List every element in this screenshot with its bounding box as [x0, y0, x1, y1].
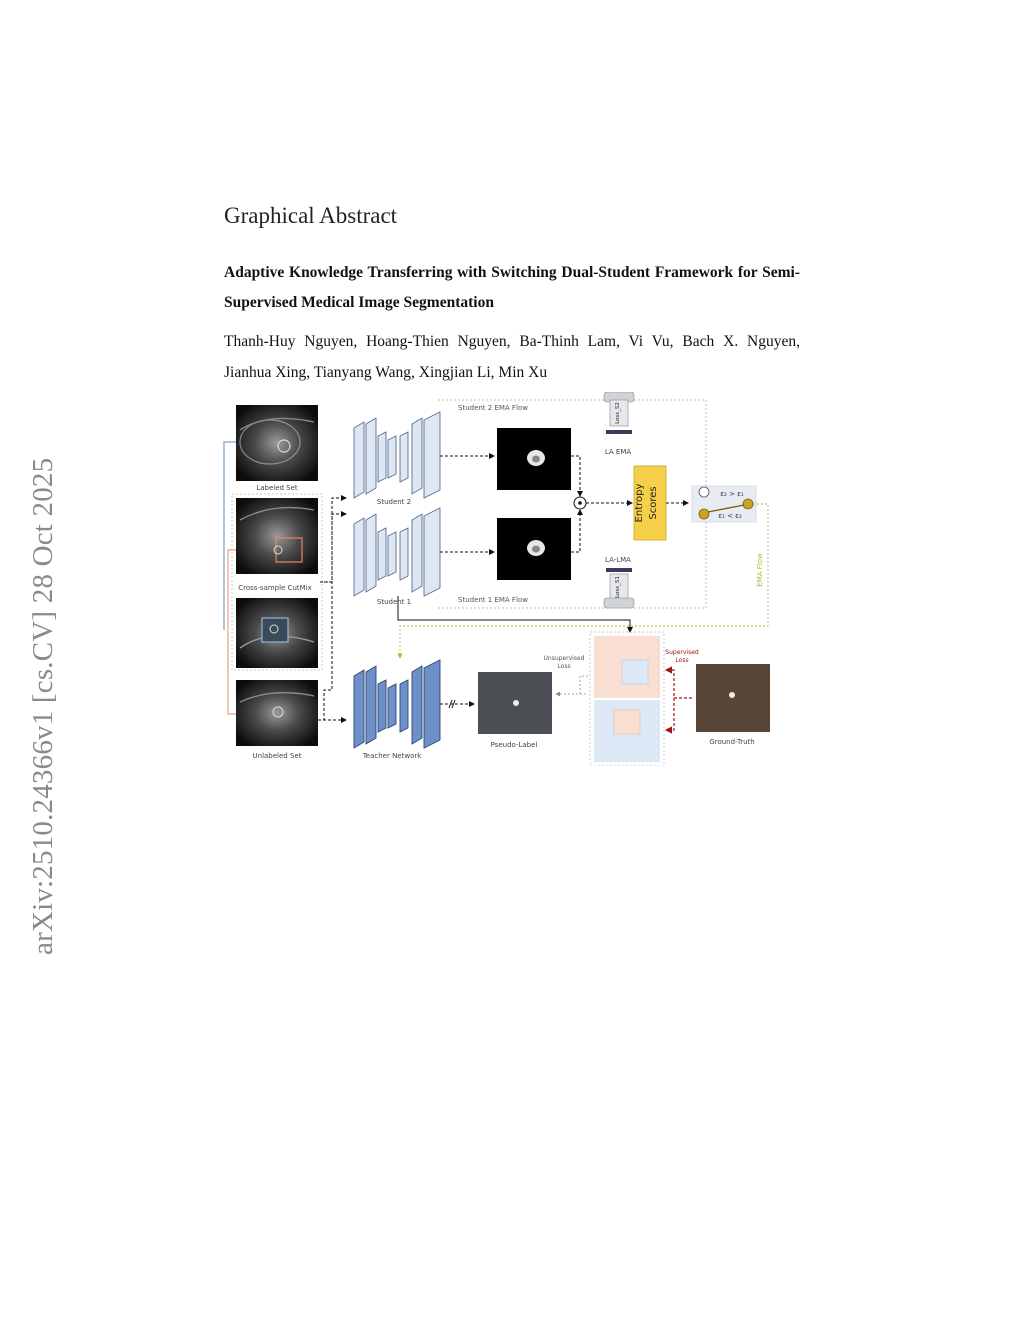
cutmix-patch-peach [594, 636, 660, 698]
student1-label: Student 1 [376, 598, 412, 606]
supervised-loss-label-1: Supervised [665, 649, 699, 656]
labeled-set-label: Labeled Set [256, 484, 298, 492]
pseudo-label-image [478, 672, 552, 734]
student1-prediction-mask [497, 518, 571, 580]
ground-truth-image [696, 664, 770, 732]
student1-ema-flow-label: Student 1 EMA Flow [458, 596, 528, 604]
framework-diagram [218, 392, 784, 766]
unlabeled-set-image [236, 680, 318, 746]
arxiv-margin-stamp: arXiv:2510.24366v1 [cs.CV] 28 Oct 2025 [27, 457, 59, 955]
cutmix-patch-blue [594, 700, 660, 762]
svg-text:Loss_S2: Loss_S2 [615, 402, 621, 424]
cutmix-image-b [236, 598, 318, 668]
student1-network [354, 508, 440, 596]
cutmix-image-a [236, 498, 318, 574]
graphical-abstract-figure [218, 392, 784, 766]
student2-label: Student 2 [376, 498, 412, 506]
pseudo-label-text: Pseudo-Label [490, 741, 538, 749]
student2-prediction-mask [497, 428, 571, 490]
unlabeled-set-label: Unlabeled Set [252, 752, 302, 760]
ema-flow-label: EMA Flow [756, 553, 764, 587]
switch-condition-bottom: ε₁ < ε₂ [718, 512, 742, 520]
graphical-abstract-heading: Graphical Abstract [224, 203, 398, 228]
la-lma-label: LA-LMA [605, 556, 631, 564]
ground-truth-label: Ground-Truth [709, 738, 755, 746]
entropy-label-line1: Entropy [634, 483, 645, 523]
author-list: Thanh-Huy Nguyen, Hoang-Thien Nguyen, Ba-Thinh Lam, Vi Vu, Bach X. Nguyen, Jianhua Xing, Tianyang Wang, Xingjian Li, Min Xu [224, 333, 800, 381]
teacher-label: Teacher Network [362, 752, 422, 760]
loss-s2-icon [604, 392, 634, 434]
switch-condition-top: ε₂ > ε₁ [720, 490, 744, 498]
svg-text:Loss_S1: Loss_S1 [615, 576, 621, 598]
student2-ema-flow-label: Student 2 EMA Flow [458, 404, 528, 412]
labeled-set-image [236, 405, 318, 481]
cutmix-label: Cross-sample CutMix [238, 584, 312, 592]
student2-network [354, 412, 440, 498]
teacher-network [354, 660, 440, 748]
unsupervised-loss-label-1: Unsupervised [543, 655, 585, 662]
loss-s1-icon [604, 568, 634, 608]
unsupervised-loss-label-2: Loss [557, 663, 571, 670]
la-ema-label: LA EMA [604, 448, 632, 456]
entropy-label-line2: Scores [648, 486, 659, 520]
supervised-loss-label-2: Loss [675, 657, 689, 664]
paper-title: Adaptive Knowledge Transferring with Switching Dual-Student Framework for Semi-Supervised Medical Image Segmentation [224, 264, 800, 311]
